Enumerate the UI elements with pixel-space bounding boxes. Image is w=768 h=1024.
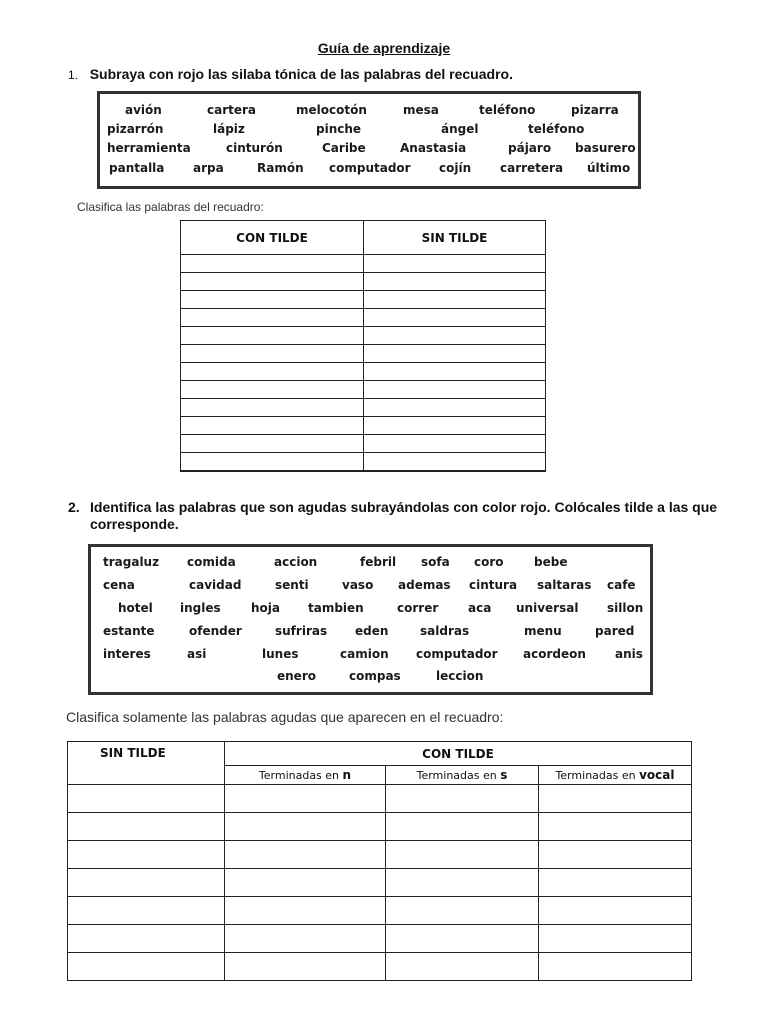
word: cintura <box>469 578 518 592</box>
table-row <box>68 953 692 981</box>
header-con-tilde: CON TILDE <box>225 742 692 766</box>
answer-cell[interactable] <box>539 925 692 953</box>
answer-cell[interactable] <box>539 813 692 841</box>
word: teléfono <box>479 103 536 117</box>
answer-cell[interactable] <box>181 291 364 309</box>
word: arpa <box>193 161 224 175</box>
ending-label: n <box>342 768 352 782</box>
answer-cell[interactable] <box>68 925 225 953</box>
answer-cell[interactable] <box>539 841 692 869</box>
word: cena <box>103 578 135 592</box>
answer-cell[interactable] <box>181 363 364 381</box>
word: lápiz <box>213 122 245 136</box>
answer-cell[interactable] <box>181 399 364 417</box>
subheader-ending-n <box>225 766 386 785</box>
answer-cell[interactable] <box>364 417 546 435</box>
answer-cell[interactable] <box>68 841 225 869</box>
word: correr <box>397 601 439 615</box>
table-row <box>181 345 546 363</box>
table-row <box>181 453 546 472</box>
word: último <box>587 161 631 175</box>
table-row <box>68 841 692 869</box>
word: pizarra <box>571 103 619 117</box>
table-row <box>181 435 546 453</box>
word: ángel <box>441 122 479 136</box>
answer-cell[interactable] <box>181 381 364 399</box>
word: comida <box>187 555 236 569</box>
answer-cell[interactable] <box>181 453 364 472</box>
table-row <box>181 399 546 417</box>
table-row <box>68 897 692 925</box>
subheader-prefix: Terminadas en <box>258 769 340 782</box>
answer-cell[interactable] <box>364 399 546 417</box>
word: cinturón <box>226 141 283 155</box>
question-2-text: Identifica las palabras que son agudas subrayándolas con color rojo. Colócales tilde a las que corresponde. <box>90 499 718 532</box>
answer-cell[interactable] <box>539 869 692 897</box>
table-row <box>181 327 546 345</box>
table-row <box>181 291 546 309</box>
word: ingles <box>180 601 221 615</box>
word: lunes <box>262 647 299 661</box>
word: acordeon <box>523 647 586 661</box>
answer-cell[interactable] <box>364 381 546 399</box>
subheader-ending-s <box>386 766 539 785</box>
answer-cell[interactable] <box>539 897 692 925</box>
classification-table-2 <box>67 741 692 981</box>
word: herramienta <box>107 141 191 155</box>
ending-label: s <box>500 768 508 782</box>
question-1 <box>68 66 513 82</box>
word: computador <box>329 161 411 175</box>
word: estante <box>103 624 155 638</box>
word: cojín <box>439 161 472 175</box>
word: pájaro <box>508 141 552 155</box>
word: enero <box>277 669 316 683</box>
word: febril <box>360 555 397 569</box>
word: cavidad <box>189 578 242 592</box>
word: anis <box>615 647 643 661</box>
answer-cell[interactable] <box>181 345 364 363</box>
word: teléfono <box>528 122 585 136</box>
word: hotel <box>118 601 153 615</box>
table-row <box>68 869 692 897</box>
word: bebe <box>534 555 568 569</box>
table-row <box>68 925 692 953</box>
classification-table-1 <box>180 220 546 472</box>
word: saldras <box>420 624 470 638</box>
answer-cell[interactable] <box>68 813 225 841</box>
answer-cell[interactable] <box>68 953 225 981</box>
answer-cell[interactable] <box>364 453 546 472</box>
answer-cell[interactable] <box>364 309 546 327</box>
subheader-prefix: Terminadas en <box>555 769 636 782</box>
word: mesa <box>403 103 439 117</box>
word: leccion <box>436 669 484 683</box>
answer-cell[interactable] <box>386 813 539 841</box>
question-2 <box>68 499 728 533</box>
page-title: Guía de aprendizaje <box>317 40 451 56</box>
word: cafe <box>607 578 636 592</box>
answer-cell[interactable] <box>225 953 386 981</box>
answer-cell[interactable] <box>225 813 386 841</box>
answer-cell[interactable] <box>364 291 546 309</box>
word: coro <box>474 555 504 569</box>
answer-cell[interactable] <box>225 925 386 953</box>
answer-cell[interactable] <box>181 327 364 345</box>
table-row <box>181 255 546 273</box>
word: compas <box>349 669 401 683</box>
question-1-number: 1. <box>68 68 79 82</box>
word: hoja <box>251 601 280 615</box>
answer-cell[interactable] <box>181 255 364 273</box>
word: sillon <box>607 601 644 615</box>
word-box-2 <box>88 544 653 695</box>
word: tragaluz <box>103 555 160 569</box>
word: carretera <box>500 161 564 175</box>
header-sin-tilde: SIN TILDE <box>68 742 225 785</box>
answer-cell[interactable] <box>225 841 386 869</box>
answer-cell[interactable] <box>68 785 225 813</box>
classify-instruction-1: Clasifica las palabras del recuadro: <box>77 200 264 214</box>
word: ademas <box>398 578 451 592</box>
word: Caribe <box>322 141 366 155</box>
word: saltaras <box>537 578 592 592</box>
word: cartera <box>207 103 257 117</box>
word: senti <box>275 578 309 592</box>
answer-cell[interactable] <box>364 435 546 453</box>
table-row <box>181 273 546 291</box>
answer-cell[interactable] <box>181 309 364 327</box>
word: accion <box>274 555 318 569</box>
word: interes <box>103 647 151 661</box>
answer-cell[interactable] <box>364 363 546 381</box>
question-1-text: Subraya con rojo las silaba tónica de las palabras del recuadro. <box>89 66 513 82</box>
table-row <box>68 785 692 813</box>
answer-cell[interactable] <box>539 953 692 981</box>
answer-cell[interactable] <box>364 273 546 291</box>
word: pared <box>595 624 635 638</box>
word: camion <box>340 647 389 661</box>
table-row <box>181 309 546 327</box>
answer-cell[interactable] <box>181 273 364 291</box>
answer-cell[interactable] <box>181 435 364 453</box>
word: Anastasia <box>400 141 467 155</box>
word: pantalla <box>109 161 165 175</box>
table-row <box>181 417 546 435</box>
answer-cell[interactable] <box>386 869 539 897</box>
subheader-ending-vocal <box>539 766 692 785</box>
answer-cell[interactable] <box>68 897 225 925</box>
answer-cell[interactable] <box>364 255 546 273</box>
header-sin-tilde: SIN TILDE <box>364 221 546 255</box>
word: ofender <box>189 624 242 638</box>
word: computador <box>416 647 498 661</box>
word: sufriras <box>275 624 328 638</box>
answer-cell[interactable] <box>386 953 539 981</box>
answer-cell[interactable] <box>386 925 539 953</box>
answer-cell[interactable] <box>225 869 386 897</box>
word: tambien <box>308 601 364 615</box>
word: pinche <box>316 122 362 136</box>
answer-cell[interactable] <box>364 327 546 345</box>
answer-cell[interactable] <box>386 841 539 869</box>
ending-label: vocal <box>639 768 675 782</box>
answer-cell[interactable] <box>181 417 364 435</box>
answer-cell[interactable] <box>386 785 539 813</box>
header-con-tilde: CON TILDE <box>181 221 364 255</box>
answer-cell[interactable] <box>539 785 692 813</box>
table-row <box>181 381 546 399</box>
word: menu <box>524 624 562 638</box>
word: melocotón <box>296 103 367 117</box>
table-row <box>68 813 692 841</box>
answer-cell[interactable] <box>225 897 386 925</box>
word: eden <box>355 624 389 638</box>
table-row <box>181 363 546 381</box>
subheader-prefix: Terminadas en <box>416 769 497 782</box>
word: avión <box>125 103 162 117</box>
word: sofa <box>421 555 450 569</box>
word: Ramón <box>257 161 304 175</box>
word: asi <box>187 647 207 661</box>
word: pizarrón <box>107 122 164 136</box>
answer-cell[interactable] <box>68 869 225 897</box>
question-2-number: 2. <box>68 499 80 515</box>
answer-cell[interactable] <box>225 785 386 813</box>
word-box-1 <box>97 91 641 189</box>
word: basurero <box>575 141 636 155</box>
word: universal <box>516 601 579 615</box>
word: vaso <box>342 578 374 592</box>
classify-instruction-2: Clasifica solamente las palabras agudas que aparecen en el recuadro: <box>66 709 504 725</box>
answer-cell[interactable] <box>386 897 539 925</box>
word: aca <box>468 601 492 615</box>
answer-cell[interactable] <box>364 345 546 363</box>
